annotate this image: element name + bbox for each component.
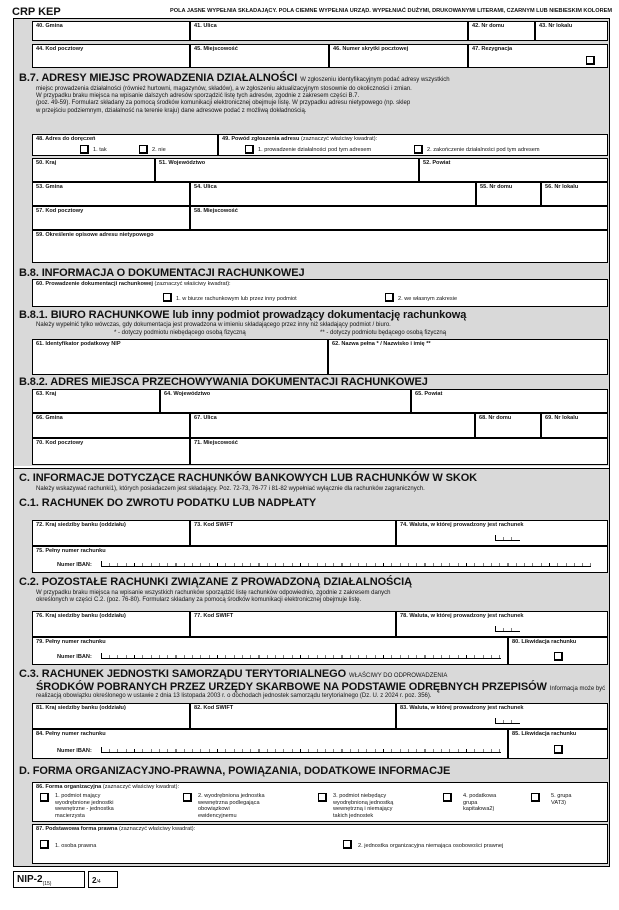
- section-b81-note: Należy wypełnić tylko wówczas, gdy dokumentacja jest prowadzona w imieniu składającego przez inny niż składający podmiot / biuro.: [36, 322, 391, 328]
- field-87-forma-prawna[interactable]: 87. Podstawowa forma prawna (zaznaczyć właściwy kwadrat): 1. osoba prawna 2. jednostka organizacyjna niemająca osobowości prawnej: [32, 824, 608, 864]
- checkbox-49-2[interactable]: [414, 145, 423, 154]
- section-c3-line: realizacją obowiązku określonego w ustawie z dnia 13 listopada 2003 r. o dochodach jednostek samorządu terytorialnego (Dz. U. z 2024 r. poz. 356).: [36, 693, 432, 699]
- checkbox-60-2[interactable]: [385, 293, 394, 302]
- field-78-waluta[interactable]: 78. Waluta, w której prowadzony jest rachunek: [396, 611, 608, 637]
- field-86-forma-organizacyjna[interactable]: 86. Forma organizacyjna (zaznaczyć właściwy kwadrat): 1. podmiot mający wyodrębnione jednostki wewnętrzne - jednostka macierzysta 2. wyodrębniona jednostka wewnętrzna podlegająca obowiązkowi ewidencyjnemu 3. podmiot niebędący wyodrębnioną jednostką wewnętrzną i niemający takich jednostek 4. podatkowa grupa kapitałowa2) 5. grupa VAT3): [32, 782, 608, 822]
- checkbox-87-2[interactable]: [343, 840, 352, 849]
- checkbox-86-2[interactable]: [183, 793, 192, 802]
- section-b81-star2: ** - dotyczy podmiotu będącego osobą fizyczną: [320, 330, 447, 336]
- field-55-nr-domu[interactable]: 55. Nr domu: [476, 182, 541, 206]
- checkbox-49-1[interactable]: [245, 145, 254, 154]
- section-c3-title2: ŚRODKÓW POBRANYCH PRZEZ URZĘDY SKARBOWE NA PODSTAWIE ODRĘBNYCH PRZEPISÓW Informacja może być: [36, 681, 606, 693]
- section-b7-lines: miejsc prowadzenia działalności (również hurtowni, magazynów, składów), a w zgłoszeniu aktualizacyjnym stosownie do okoliczności i zmian. W przypadku braku miejsca na wpisanie dalszych adresów sporządzić listę tych adresów, zgodnie z zakresem części B.7. (poz. 49-59). Formularz składany za pomocą środków komunikacji elektronicznej obejmuje listę. W przypadku adresu nietypowego (np. sklep w przejściu podziemnym, działalność na terenie kraju) dane adresowe podać z możliwą dokładnością.: [36, 86, 412, 114]
- section-c2-title: C.2. POZOSTAŁE RACHUNKI ZWIĄZANE Z PROWADZONĄ DZIAŁALNOŚCIĄ: [19, 576, 412, 588]
- checkbox-80[interactable]: [554, 652, 563, 661]
- form-code: NIP-$2_{(15)}$: [13, 871, 85, 888]
- checkbox-48-nie[interactable]: [139, 145, 148, 154]
- section-b82-title: B.8.2. ADRES MIEJSCA PRZECHOWYWANIA DOKUMENTACJI RACHUNKOWEJ: [19, 376, 428, 388]
- field-43-nr-lokalu[interactable]: 43. Nr lokalu: [535, 21, 608, 41]
- section-c-title: C. INFORMACJE DOTYCZĄCE RACHUNKÓW BANKOWYCH LUB RACHUNKÓW W SKOK: [19, 472, 478, 484]
- field-66-gmina[interactable]: 66. Gmina: [32, 413, 190, 438]
- field-85-likwidacja[interactable]: 85. Likwidacja rachunku: [508, 729, 608, 759]
- field-71-miejscowosc[interactable]: 71. Miejscowość: [190, 438, 608, 465]
- field-68-nr-domu[interactable]: 68. Nr domu: [475, 413, 541, 438]
- field-59-opis-adresu[interactable]: 59. Określenie opisowe adresu nietypowego: [32, 230, 608, 263]
- field-60-prowadzenie[interactable]: 60. Prowadzenie dokumentacji rachunkowej (zaznaczyć właściwy kwadrat): 1. w biurze rachunkowym lub przez inny podmiot 2. we własnym zakresie: [32, 279, 608, 307]
- field-49-powod[interactable]: 49. Powód zgłoszenia adresu (zaznaczyć właściwy kwadrat): 1. prowadzenie działalności pod tym adresem 2. zakończenie działalności pod tym adresem: [218, 134, 608, 156]
- field-67-ulica[interactable]: 67. Ulica: [190, 413, 475, 438]
- field-62-nazwa[interactable]: 62. Nazwa pełna * / Nazwisko i imię **: [328, 339, 608, 375]
- field-50-kraj[interactable]: 50. Kraj: [32, 158, 155, 182]
- checkbox-85[interactable]: [554, 745, 563, 754]
- field-54-ulica[interactable]: 54. Ulica: [190, 182, 476, 206]
- field-45-miejscowosc[interactable]: 45. Miejscowość: [190, 44, 329, 68]
- section-c3-title: C.3. RACHUNEK JEDNOSTKI SAMORZĄDU TERYTORIALNEGO WŁAŚCIWY DO ODPROWADZENIA: [19, 668, 448, 680]
- field-51-wojewodztwo[interactable]: 51. Województwo: [155, 158, 419, 182]
- checkbox-86-3[interactable]: [318, 793, 327, 802]
- fill-instructions: POLA JASNE WYPEŁNIA SKŁADAJĄCY. POLA CIEMNE WYPEŁNIA URZĄD. WYPEŁNIAĆ DUŻYMI, DRUKOWANYMI LITERAMI, CZARNYM LUB NIEBIESKIM KOLOREM: [169, 8, 612, 14]
- checkbox-48-tak[interactable]: [80, 145, 89, 154]
- field-77-swift[interactable]: 77. Kod SWIFT: [190, 611, 396, 637]
- field-64-wojewodztwo[interactable]: 64. Województwo: [160, 389, 411, 413]
- field-44-kod-pocztowy[interactable]: 44. Kod pocztowy: [32, 44, 190, 68]
- checkbox-87-1[interactable]: [40, 840, 49, 849]
- field-69-nr-lokalu[interactable]: 69. Nr lokalu: [541, 413, 608, 438]
- field-47-rezygnacja[interactable]: 47. Rezygnacja: [468, 44, 608, 68]
- field-41-ulica[interactable]: 41. Ulica: [190, 21, 468, 41]
- section-b7-title: B.7. ADRESY MIEJSC PROWADZENIA DZIAŁALNOŚCI W zgłoszeniu identyfikacyjnym podać adresy wszystkich: [19, 72, 450, 84]
- field-52-powiat[interactable]: 52. Powiat: [419, 158, 608, 182]
- checkbox-60-1[interactable]: [163, 293, 172, 302]
- field-79-numer-rachunku[interactable]: 79. Pełny numer rachunku Numer IBAN:: [32, 637, 508, 665]
- field-61-nip[interactable]: 61. Identyfikator podatkowy NIP: [32, 339, 328, 375]
- field-65-powiat[interactable]: 65. Powiat: [411, 389, 608, 413]
- checkbox-86-4[interactable]: [443, 793, 452, 802]
- field-63-kraj[interactable]: 63. Kraj: [32, 389, 160, 413]
- form-page: [13, 18, 610, 867]
- page-number: 2/4: [88, 871, 118, 888]
- field-48-adres-doreczen[interactable]: 48. Adres do doręczeń 1. tak 2. nie: [32, 134, 218, 156]
- field-46-skrytka[interactable]: 46. Numer skrytki pocztowej: [329, 44, 468, 68]
- section-c-note: Należy wskazywać rachunki1), których posiadaczem jest składający. Poz. 72-73, 76-77 i 81-82 wypełniać wyłącznie dla rachunków zagranicznych.: [36, 486, 425, 492]
- field-70-kod-pocztowy[interactable]: 70. Kod pocztowy: [32, 438, 190, 465]
- field-74-waluta[interactable]: 74. Waluta, w której prowadzony jest rachunek: [396, 520, 608, 546]
- field-82-swift[interactable]: 82. Kod SWIFT: [190, 703, 396, 729]
- field-57-kod-pocztowy[interactable]: 57. Kod pocztowy: [32, 206, 190, 230]
- brand-label: CRP KEP: [12, 6, 61, 18]
- section-b8-title: B.8. INFORMACJA O DOKUMENTACJI RACHUNKOWEJ: [19, 267, 305, 279]
- field-56-nr-lokalu[interactable]: 56. Nr lokalu: [541, 182, 608, 206]
- section-c2-lines: W przypadku braku miejsca na wpisanie wszystkich rachunków sporządzić listę rachunków odpowiednio, zgodnie z zakresem danych określonych w części C.2. (poz. 76-80). Formularz składany za pomocą środków komunikacji elektronicznej obejmuje listę.: [36, 590, 391, 604]
- field-76-kraj-banku[interactable]: 76. Kraj siedziby banku (oddziału): [32, 611, 190, 637]
- field-80-likwidacja[interactable]: 80. Likwidacja rachunku: [508, 637, 608, 665]
- field-58-miejscowosc[interactable]: 58. Miejscowość: [190, 206, 608, 230]
- field-84-numer-rachunku[interactable]: 84. Pełny numer rachunku Numer IBAN:: [32, 729, 508, 759]
- checkbox-86-1[interactable]: [40, 793, 49, 802]
- checkbox-86-5[interactable]: [531, 793, 540, 802]
- field-72-kraj-banku[interactable]: 72. Kraj siedziby banku (oddziału): [32, 520, 190, 546]
- field-42-nr-domu[interactable]: 42. Nr domu: [468, 21, 535, 41]
- section-b81-star1: * - dotyczy podmiotu niebędącego osobą fizyczną: [114, 330, 246, 336]
- checkbox-47[interactable]: [586, 56, 595, 65]
- field-75-numer-rachunku[interactable]: 75. Pełny numer rachunku Numer IBAN:: [32, 546, 608, 573]
- field-83-waluta[interactable]: 83. Waluta, w której prowadzony jest rachunek: [396, 703, 608, 729]
- field-40-gmina[interactable]: 40. Gmina: [32, 21, 190, 41]
- field-73-swift[interactable]: 73. Kod SWIFT: [190, 520, 396, 546]
- section-c1-title: C.1. RACHUNEK DO ZWROTU PODATKU LUB NADPŁATY: [19, 497, 317, 509]
- field-53-gmina[interactable]: 53. Gmina: [32, 182, 190, 206]
- section-d-title: D. FORMA ORGANIZACYJNO-PRAWNA, POWIĄZANIA, DODATKOWE INFORMACJE: [19, 765, 451, 777]
- section-b81-title: B.8.1. BIURO RACHUNKOWE lub inny podmiot prowadzący dokumentację rachunkową: [19, 309, 467, 321]
- field-81-kraj-banku[interactable]: 81. Kraj siedziby banku (oddziału): [32, 703, 190, 729]
